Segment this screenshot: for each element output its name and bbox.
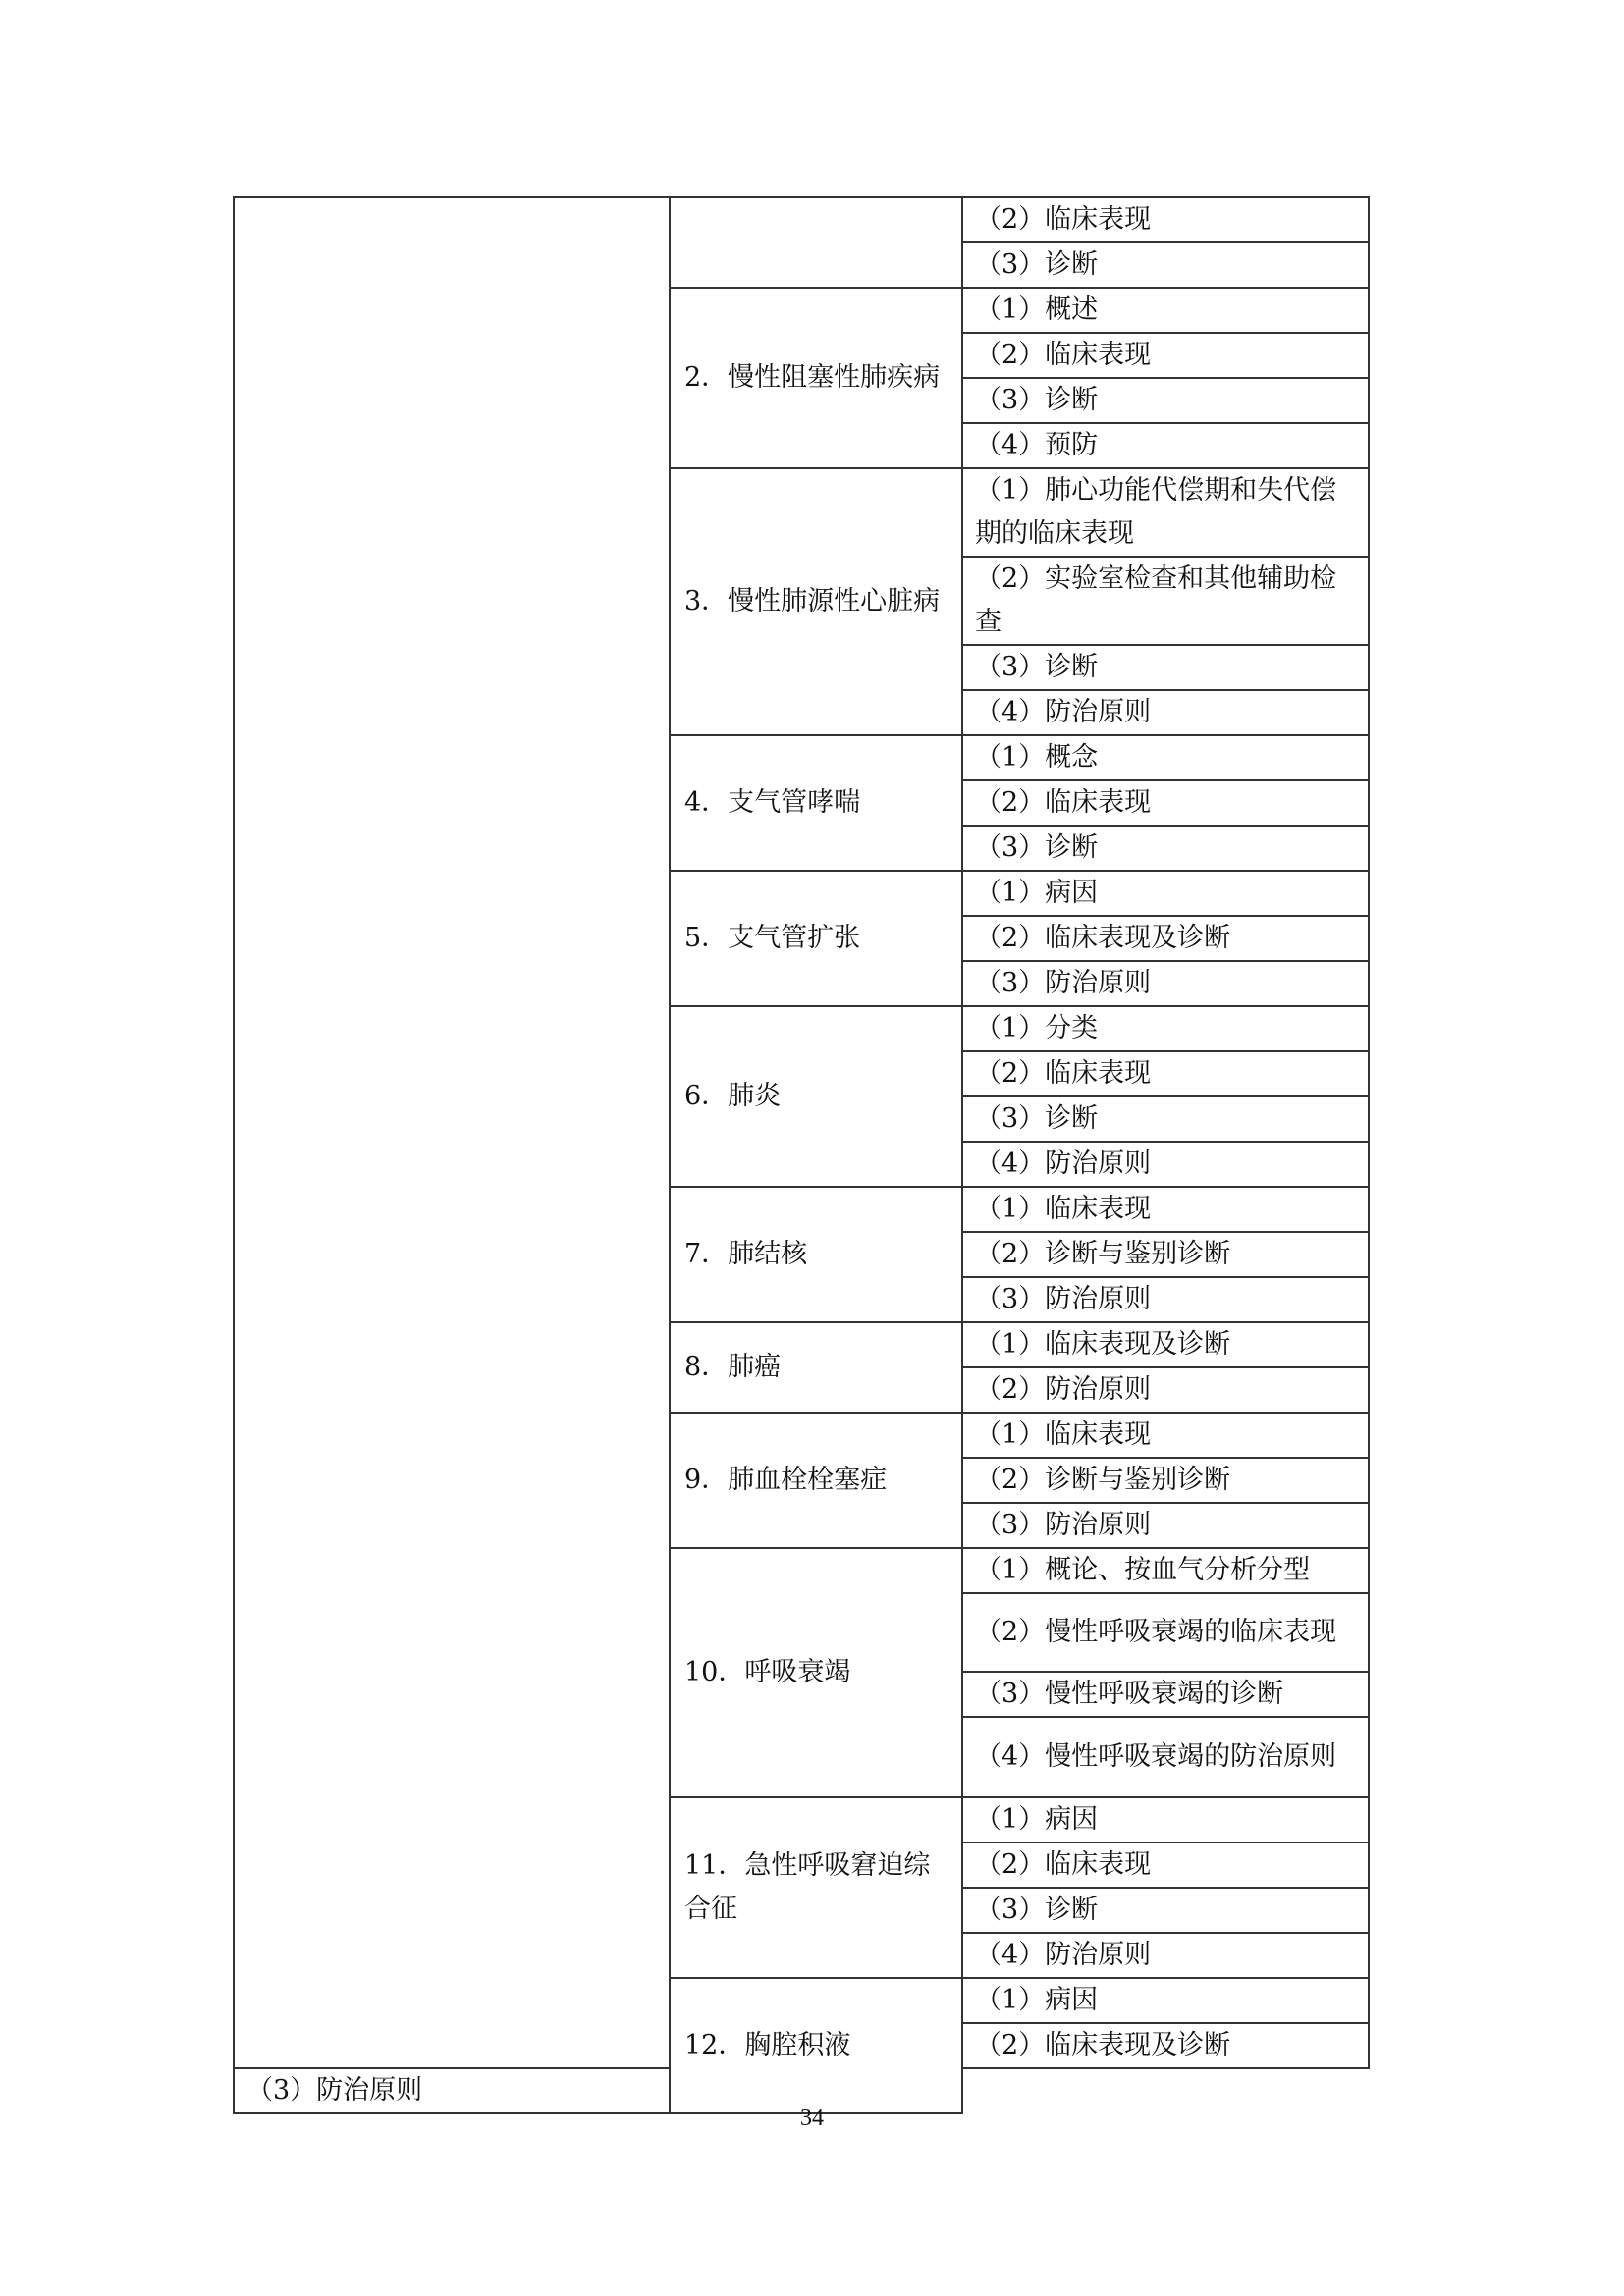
- subtopic-cell: （2）慢性呼吸衰竭的临床表现: [962, 1593, 1369, 1672]
- subtopic-cell: （1）病因: [962, 1797, 1369, 1842]
- subtopic-cell: （1）概念: [962, 735, 1369, 780]
- topic-cell: 4．支气管哮喘: [670, 735, 962, 871]
- topic-cell: 12．胸腔积液: [670, 1978, 962, 2113]
- subtopic-cell: （1）概论、按血气分析分型: [962, 1548, 1369, 1593]
- subtopic-cell: （3）防治原则: [962, 961, 1369, 1006]
- subtopic-cell: （3）防治原则: [962, 1277, 1369, 1322]
- page-number: 34: [800, 2106, 824, 2131]
- subtopic-cell: （3）诊断: [962, 826, 1369, 871]
- subtopic-cell: （4）防治原则: [962, 690, 1369, 735]
- topic-cell: 7．肺结核: [670, 1187, 962, 1322]
- subtopic-cell: （4）防治原则: [962, 1933, 1369, 1978]
- subtopic-cell: （3）诊断: [962, 378, 1369, 423]
- subtopic-cell: （4）防治原则: [962, 1142, 1369, 1187]
- topic-cell: 2．慢性阻塞性肺疾病: [670, 288, 962, 468]
- subtopic-cell: （2）实验室检查和其他辅助检查: [962, 557, 1369, 645]
- subtopic-cell: （2）临床表现: [962, 197, 1369, 242]
- subtopic-cell: （4）慢性呼吸衰竭的防治原则: [962, 1717, 1369, 1797]
- subtopic-cell: （3）诊断: [962, 645, 1369, 690]
- topic-cell: 3．慢性肺源性心脏病: [670, 468, 962, 735]
- subtopic-cell: （2）临床表现: [962, 780, 1369, 826]
- subtopic-cell: （1）分类: [962, 1006, 1369, 1051]
- topic-cell: 11．急性呼吸窘迫综合征: [670, 1797, 962, 1978]
- subtopic-cell: （3）防治原则: [234, 2068, 670, 2113]
- subtopic-cell: （1）临床表现及诊断: [962, 1322, 1369, 1367]
- table-row: [234, 197, 1369, 242]
- subtopic-cell: （2）诊断与鉴别诊断: [962, 1232, 1369, 1277]
- topic-cell: 6．肺炎: [670, 1006, 962, 1187]
- subtopic-cell: （3）诊断: [962, 1096, 1369, 1142]
- subtopic-cell: （3）防治原则: [962, 1503, 1369, 1548]
- subtopic-cell: （4）预防: [962, 423, 1369, 468]
- syllabus-table: [233, 196, 1370, 2114]
- subtopic-cell: （1）临床表现: [962, 1413, 1369, 1458]
- topic-cell: 10．呼吸衰竭: [670, 1548, 962, 1797]
- topic-cell: 5．支气管扩张: [670, 871, 962, 1006]
- topic-cell: 9．肺血栓栓塞症: [670, 1413, 962, 1548]
- subtopic-cell: （1）概述: [962, 288, 1369, 333]
- subtopic-cell: （3）诊断: [962, 242, 1369, 288]
- subtopic-cell: （1）肺心功能代偿期和失代偿期的临床表现: [962, 468, 1369, 557]
- subtopic-cell: （2）临床表现: [962, 1051, 1369, 1096]
- subtopic-cell: （3）诊断: [962, 1888, 1369, 1933]
- subtopic-cell: （1）病因: [962, 1978, 1369, 2023]
- subtopic-cell: （2）临床表现及诊断: [962, 2023, 1369, 2068]
- subtopic-cell: （2）诊断与鉴别诊断: [962, 1458, 1369, 1503]
- subtopic-cell: （1）病因: [962, 871, 1369, 916]
- subtopic-cell: （2）临床表现: [962, 1842, 1369, 1888]
- topic-cell: [670, 197, 962, 288]
- subtopic-cell: （2）防治原则: [962, 1367, 1369, 1413]
- subtopic-cell: （2）临床表现: [962, 333, 1369, 378]
- subtopic-cell: （3）慢性呼吸衰竭的诊断: [962, 1672, 1369, 1717]
- category-cell: [234, 197, 670, 2068]
- subtopic-cell: （1）临床表现: [962, 1187, 1369, 1232]
- subtopic-cell: （2）临床表现及诊断: [962, 916, 1369, 961]
- topic-cell: 8．肺癌: [670, 1322, 962, 1413]
